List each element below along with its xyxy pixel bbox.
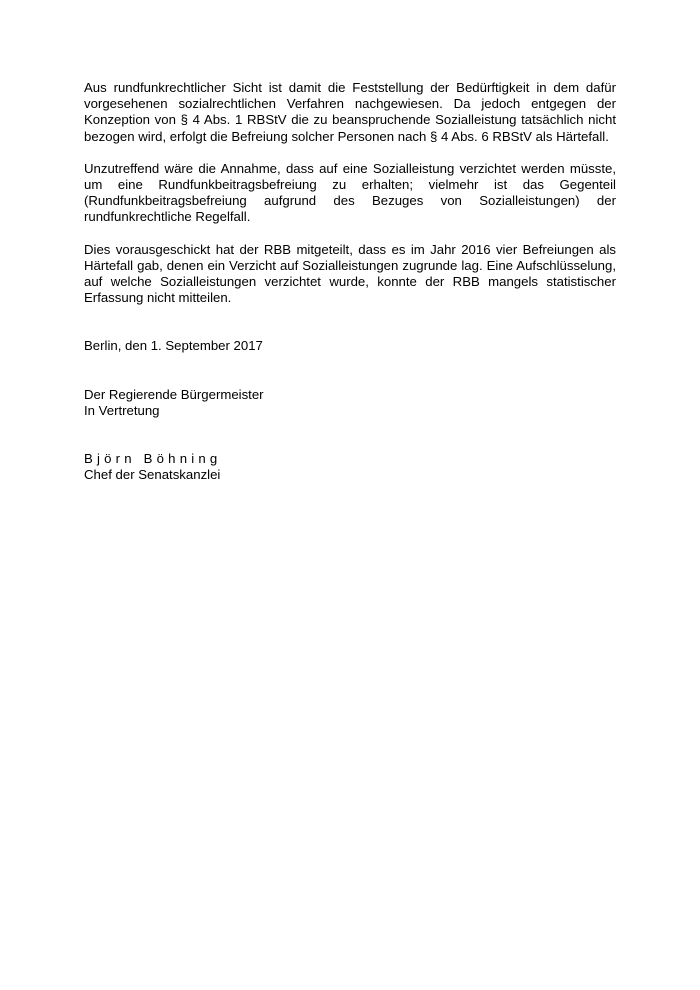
signer-block [84, 451, 616, 483]
signature-office-block [84, 387, 616, 419]
signature-office: Der Regierende Bürgermeister [84, 386, 264, 402]
body-paragraph-3: Dies vorausgeschickt hat der RBB mitgeteilt, dass es im Jahr 2016 vier Befreiungen als Härtefall gab, denen ein Verzicht auf Sozialleistungen zugrunde lag. Eine Aufschlüsselung, auf welche Sozialleistungen verzichtet wurde, konnte der RBB mangels statistischer Erfassung nicht mitteilen. [84, 241, 616, 306]
body-paragraph-1: Aus rundfunkrechtlicher Sicht ist damit die Feststellung der Bedürftigkeit in dem dafür vorgesehenen sozialrechtlichen Verfahren nachgewiesen. Da jedoch entgegen der Konzeption von § 4 Abs. 1 RBStV die zu beanspruchende Sozialleistung tatsächlich nicht bezogen wird, erfolgt die Befreiung solcher Personen nach § 4 Abs. 6 RBStV als Härtefall. [84, 80, 616, 144]
body-paragraph-2: Unzutreffend wäre die Annahme, dass auf eine Sozialleistung verzichtet werden müsste, um eine Rundfunkbeitragsbefreiung zu erhalten; vielmehr ist das Gegenteil (Rundfunkbeitragsbefreiung aufgrund des Bezuges von Sozialleistungen) der rundfunkrechtliche Regelfall. [84, 160, 616, 225]
signer-title: Chef der Senatskanzlei [84, 467, 221, 483]
document-page [84, 80, 616, 483]
signature-representation: In Vertretung [84, 402, 160, 418]
signer-name: Björn Böhning [84, 451, 222, 467]
date-line: Berlin, den 1. September 2017 [84, 338, 263, 354]
